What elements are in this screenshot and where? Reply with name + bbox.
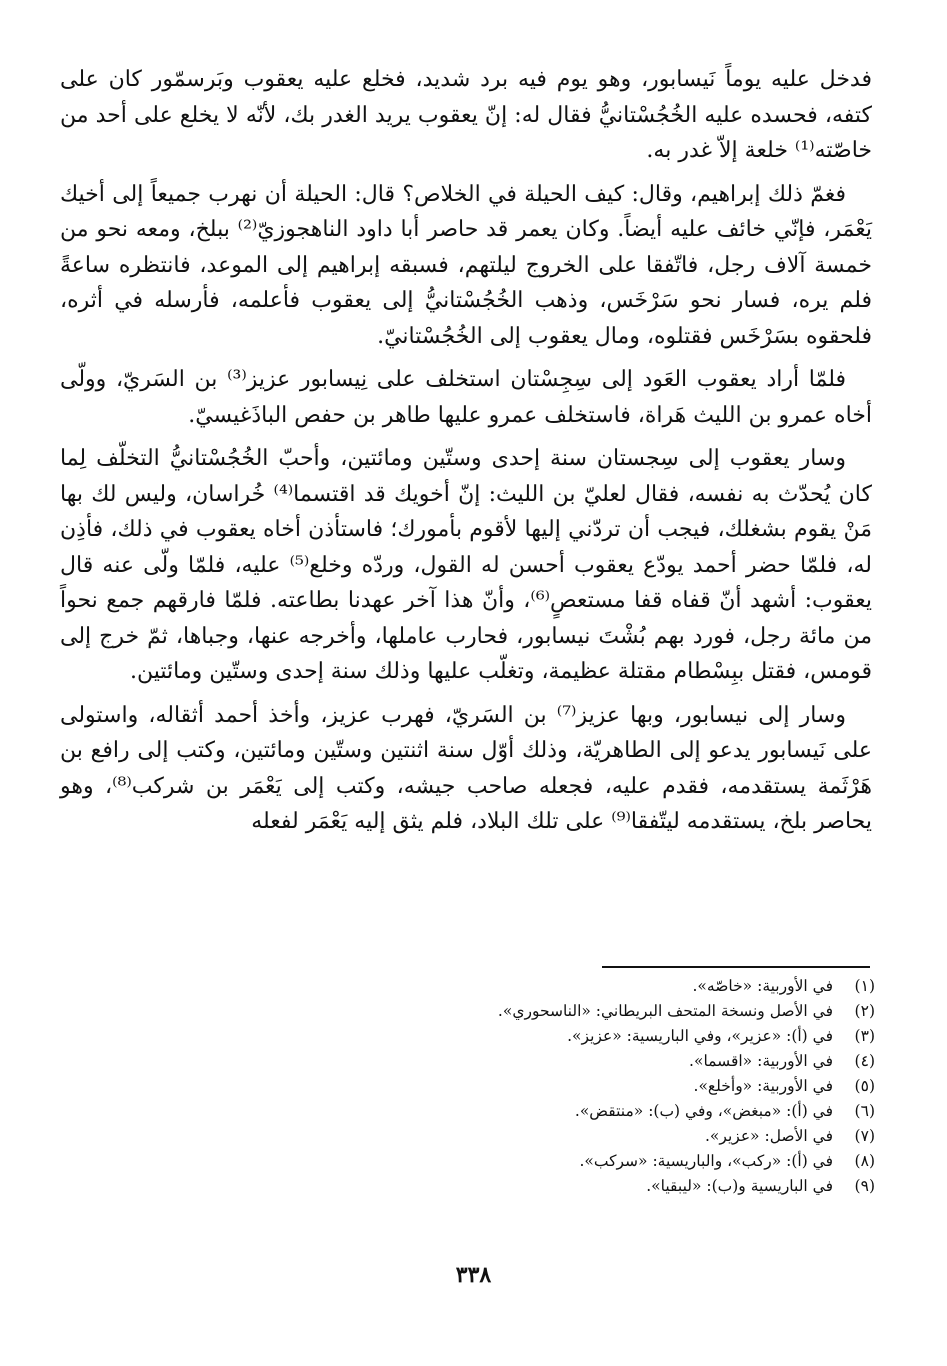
footnote-text: في (أ): «عزير»، وفي الباريسية: «عزيز».	[567, 1027, 833, 1045]
footnote-divider	[602, 966, 870, 968]
footnote-text: في (أ): «مبغض»، وفي (ب): «منتقض».	[574, 1102, 833, 1120]
footnote-1	[175, 974, 875, 999]
footnote-text: في الأصل: «عزير».	[704, 1127, 833, 1145]
paragraph-5: وسار إلى نيسابور، وبها عزيز⁽⁷⁾ بن السَريّ، فهرب عزيز، وأخذ أحمد أثقاله، واستولى على نَيسابور يدعو إلى الطاهريّة، وذلك أوّل سنة اثنتين وستّين ومائتين، وكتب إلى رافع بن هَرْثَمة يستقدمه، فقدم عليه، فجعله صاحب جيشه، وكتب إلى يَعْمَر بن شركب⁽⁸⁾، وهو يحاصر بلخ، يستقدمه ليتّفقا⁽⁹⁾ على تلك البلاد، فلم يثق إليه يَعْمَر لفعله	[60, 702, 872, 834]
footnote-text: في الأوربية: «وأخلع».	[693, 1077, 833, 1095]
footnote-number: (٩)	[854, 1177, 875, 1195]
footnote-2	[175, 999, 875, 1024]
footnote-number: (٤)	[854, 1052, 875, 1070]
footnote-3	[175, 1024, 875, 1049]
paragraph-2: فغمّ ذلك إبراهيم، وقال: كيف الحيلة في الخلاص؟ قال: الحيلة أن نهرب جميعاً إلى أخيك يَعْمَر، فإنّي خائف عليه أيضاً. وكان يعمر قد حاصر أبا داود الناهجوزيّ⁽²⁾ ببلخ، ومعه نحو من خمسة آلاف رجل، فاتّفقا على الخروج ليلتهم، فسبقه إبراهيم إلى الموعد، فانتظره ساعةً فلم يره، فسار نحو سَرْخَس، وذهب الخُجُسْتانيُّ إلى يعقوب فأعلمه، فأرسله في أثره، فلحقوه بسَرْخَس فقتلوه، ومال يعقوب إلى الخُجُسْتانيّ.	[60, 181, 872, 349]
footnote-text: في الأوربية: «اقسما».	[689, 1052, 833, 1070]
footnote-4	[175, 1049, 875, 1074]
paragraph-1: فدخل عليه يوماً نَيسابور، وهو يوم فيه برد شديد، فخلع عليه يعقوب وبَرسمّور كان على كتفه، فحسده عليه الخُجُسْتانيُّ فقال له: إنّ يعقوب يريد الغدر بك، لأنّه لا يخلع على أحد من خاصّته⁽¹⁾ خلعة إلاّ غدر به.	[60, 67, 872, 163]
footnote-number: (٦)	[854, 1102, 875, 1120]
footnote-number: (٥)	[854, 1077, 875, 1095]
footnote-number: (١)	[854, 977, 875, 995]
paragraph-4: وسار يعقوب إلى سِجستان سنة إحدى وستّين ومائتين، وأحبّ الخُجُسْتانيُّ التخلّف لِما كان يُحدّث به نفسه، فقال لعليّ بن الليث: إنّ أخويك قد اقتسما⁽⁴⁾ خُراسان، وليس لك بها مَنْ يقوم بشغلك، فيجب أن تردّني إليها لأقوم بأمورك؛ فاستأذن أخاه يعقوب في ذلك، فأذِن له، فلمّا حضر أحمد يودّع يعقوب أحسن له القول، وردّه وخلع⁽⁵⁾ عليه، فلمّا ولّى عنه قال يعقوب: أشهد أنّ قفاه قفا مستعصٍ⁽⁶⁾، وأنّ هذا آخر عهدنا بطاعته. فلمّا فارقهم جمع نحواً من مائة رجل، فورد بهم بُشْتَ نيسابور، فحارب عاملها، وأخرجه عنها، وجباها، ثمّ خرج إلى قومس، فقتل ببِسْطام مقتلة عظيمة، وتغلّب عليها وذلك سنة إحدى وستّين ومائتين.	[60, 446, 872, 684]
footnote-6	[175, 1099, 875, 1124]
footnote-9	[175, 1174, 875, 1199]
footnote-text: في (أ): «ركب»، والباريسية: «سركب».	[579, 1152, 833, 1170]
footnote-number: (٨)	[854, 1152, 875, 1170]
footnote-5	[175, 1074, 875, 1099]
footnote-number: (٧)	[854, 1127, 875, 1145]
footnote-7	[175, 1124, 875, 1149]
main-text	[60, 62, 872, 840]
paragraph-3: فلمّا أراد يعقوب العَود إلى سِجِسْتان استخلف على نِيسابور عزيز⁽³⁾ بن السَريّ، وولّى أخاه عمرو بن الليث هَراة، فاستخلف عمرو عليها طاهر بن حفص الباذَغيسيّ.	[60, 367, 872, 428]
page-body	[60, 62, 872, 848]
footnote-number: (٣)	[854, 1027, 875, 1045]
footnote-8	[175, 1149, 875, 1174]
footnote-number: (٢)	[854, 1002, 875, 1020]
footnote-text: في الباريسية و(ب): «ليبقيا».	[646, 1177, 833, 1195]
footnotes	[175, 974, 875, 1199]
footnote-text: في الأوربية: «خاصّه».	[692, 977, 833, 995]
page-number: ٣٣٨	[455, 1262, 492, 1288]
footnote-text: في الأصل ونسخة المتحف البريطاني: «الناسحوري».	[497, 1002, 833, 1020]
